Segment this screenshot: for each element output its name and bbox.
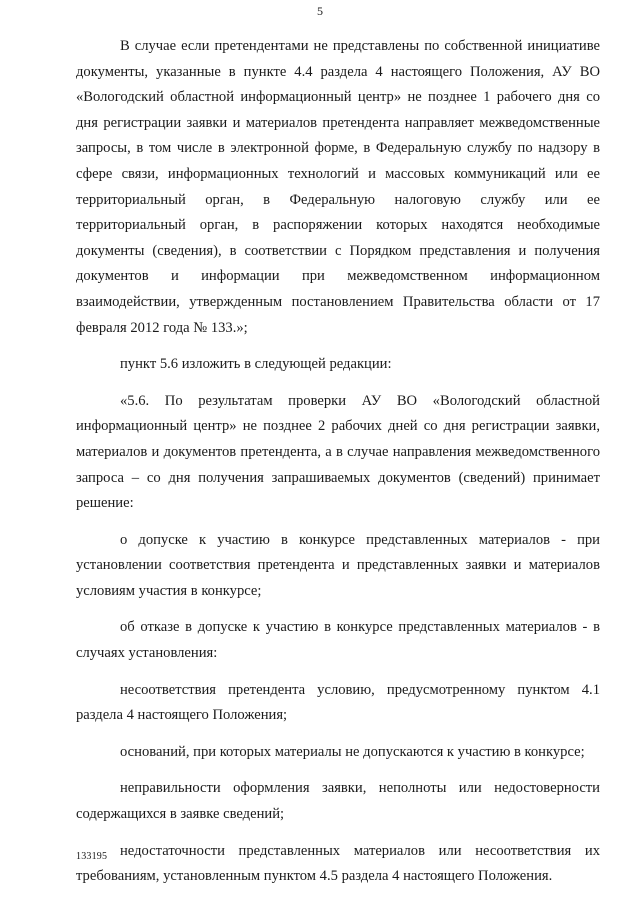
document-code: 133195 — [76, 851, 108, 862]
paragraph-interagency-requests: В случае если претендентами не представлены по собственной инициативе документы, указанные в пункте 4.4 раздела 4 настоящего Положения, АУ ВО «Вологодский областной информационный центр» не позднее 1 рабочего дня со дня регистрации заявки и материалов претендента направляет межведомственные запросы, в том числе в электронной форме, в Федеральную службу по надзору в сфере связи, информационных технологий и массовых коммуникаций или ее территориальный орган, в Федеральную налоговую службу или ее территориальный орган, в распоряжении которых находятся необходимые документы (сведения), в соответствии с Порядком представления и получения документов и информации при межведомственном информационном взаимодействии, утвержденным постановлением Правительства области от 17 февраля 2012 года № 133.»; — [76, 38, 600, 336]
paragraph-refusal-ground-nonconformity: несоответствия претендента условию, предусмотренному пунктом 4.1 раздела 4 настоящего Положения; — [76, 681, 600, 724]
paragraph-clause-5-6: «5.6. По результатам проверки АУ ВО «Вологодский областной информационный центр» не позднее 2 рабочих дней со дня регистрации заявки, материалов и документов претендента, а в случае направления межведомственного запроса – со дня получения запрашиваемых документов (сведений) принимает решение: — [76, 392, 600, 512]
page-number: 5 — [317, 4, 323, 18]
paragraph-refusal-ground-not-admitted: оснований, при которых материалы не допускаются к участию в конкурсе; — [120, 743, 585, 760]
paragraph-admission-decision: о допуске к участию в конкурсе представленных материалов - при установлении соответствия претендента и представленных заявки и материалов условиям участия в конкурсе; — [76, 531, 600, 599]
paragraph-amendment-intro: пункт 5.6 изложить в следующей редакции: — [120, 356, 392, 373]
paragraph-refusal-ground-insufficient-materials: недостаточности представленных материалов или несоответствия их требованиям, установленным пунктом 4.5 раздела 4 настоящего Положения. — [76, 842, 600, 885]
paragraph-refusal-ground-incorrect-application: неправильности оформления заявки, неполноты или недостоверности содержащихся в заявке сведений; — [76, 780, 600, 823]
paragraph-refusal-decision: об отказе в допуске к участию в конкурсе представленных материалов - в случаях установления: — [76, 619, 600, 662]
document-body — [76, 34, 600, 890]
